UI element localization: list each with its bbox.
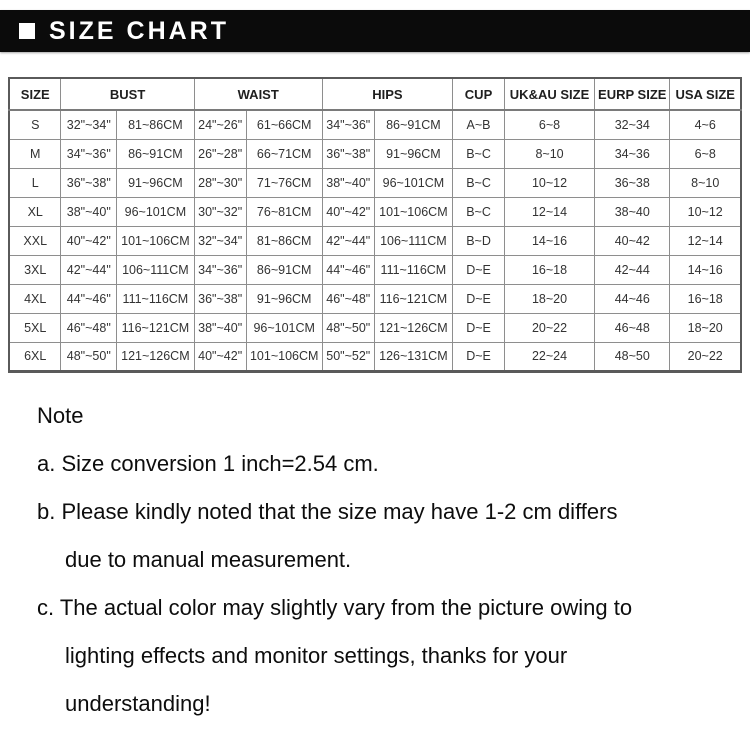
table-cell: 4~6 [670,110,741,139]
table-cell: 50"~52" [322,342,374,371]
banner-title: SIZE CHART [49,16,229,45]
table-cell: 101~106CM [374,197,452,226]
table-cell: D~E [453,313,505,342]
table-cell: 116~121CM [374,284,452,313]
size-chart-banner [0,10,750,52]
table-cell: 3XL [9,255,61,284]
table-cell: 40"~42" [61,226,117,255]
table-cell: 24"~26" [194,110,246,139]
table-cell: 6~8 [505,110,595,139]
table-row [9,226,741,255]
table-cell: 101~106CM [117,226,195,255]
table-cell: 106~111CM [374,226,452,255]
table-cell: 42"~44" [61,255,117,284]
table-cell: 34"~36" [61,139,117,168]
note-line: c. The actual color may slightly vary from the picture owing to [37,595,633,620]
size-chart-table [8,77,742,373]
table-cell: 111~116CM [374,255,452,284]
table-cell: 96~101CM [374,168,452,197]
table-cell: 8~10 [670,168,741,197]
table-cell: 86~91CM [374,110,452,139]
table-cell: 48"~50" [61,342,117,371]
table-cell: 44"~46" [322,255,374,284]
note-item-c [37,584,727,728]
table-cell: 32"~34" [61,110,117,139]
notes-section [37,392,727,728]
table-cell: L [9,168,61,197]
table-cell: 91~96CM [117,168,195,197]
note-line: lighting effects and monitor settings, thanks for your [65,643,568,668]
table-cell: 40~42 [595,226,670,255]
table-cell: 121~126CM [117,342,195,371]
table-row [9,313,741,342]
table-row [9,197,741,226]
table-cell: 12~14 [670,226,741,255]
table-cell: B~D [453,226,505,255]
table-cell: 48"~50" [322,313,374,342]
table-cell: 116~121CM [117,313,195,342]
header-cup: CUP [453,78,505,110]
table-cell: D~E [453,342,505,371]
note-line: due to manual measurement. [65,547,352,572]
table-cell: 126~131CM [374,342,452,371]
table-cell: 10~12 [670,197,741,226]
table-cell: 91~96CM [246,284,322,313]
header-ukau-size: UK&AU SIZE [505,78,595,110]
table-cell: D~E [453,255,505,284]
table-cell: 22~24 [505,342,595,371]
table-cell: 111~116CM [117,284,195,313]
table-cell: 6XL [9,342,61,371]
table-cell: S [9,110,61,139]
table-cell: 18~20 [505,284,595,313]
table-cell: 44~46 [595,284,670,313]
table-cell: 14~16 [670,255,741,284]
table-cell: 18~20 [670,313,741,342]
table-cell: 34"~36" [322,110,374,139]
table-cell: A~B [453,110,505,139]
table-cell: 46~48 [595,313,670,342]
table-cell: B~C [453,139,505,168]
table-cell: 8~10 [505,139,595,168]
note-item-b [37,488,727,584]
table-cell: 10~12 [505,168,595,197]
table-cell: 42"~44" [322,226,374,255]
table-cell: 28"~30" [194,168,246,197]
table-cell: XL [9,197,61,226]
table-cell: 81~86CM [246,226,322,255]
header-usa-size: USA SIZE [670,78,741,110]
header-size: SIZE [9,78,61,110]
table-cell: 48~50 [595,342,670,371]
table-cell: 76~81CM [246,197,322,226]
table-cell: 36~38 [595,168,670,197]
header-bust: BUST [61,78,194,110]
table-cell: 101~106CM [246,342,322,371]
table-cell: 36"~38" [61,168,117,197]
note-line: understanding! [65,691,211,716]
table-cell: 42~44 [595,255,670,284]
table-cell: 6~8 [670,139,741,168]
table-cell: 16~18 [505,255,595,284]
table-cell: 38"~40" [61,197,117,226]
table-cell: 20~22 [670,342,741,371]
table-cell: 44"~46" [61,284,117,313]
table-cell: 66~71CM [246,139,322,168]
table-cell: 32"~34" [194,226,246,255]
table-cell: 96~101CM [246,313,322,342]
table-cell: 106~111CM [117,255,195,284]
note-line: a. Size conversion 1 inch=2.54 cm. [37,451,379,476]
table-cell: D~E [453,284,505,313]
table-cell: 32~34 [595,110,670,139]
table-cell: 81~86CM [117,110,195,139]
note-line: b. Please kindly noted that the size may have 1-2 cm differs [37,499,618,524]
table-cell: 14~16 [505,226,595,255]
table-row [9,342,741,371]
table-cell: 5XL [9,313,61,342]
table-cell: 96~101CM [117,197,195,226]
table-cell: B~C [453,168,505,197]
square-bullet-icon [19,23,35,39]
notes-heading: Note [37,403,84,428]
table-cell: 40"~42" [194,342,246,371]
table-cell: 4XL [9,284,61,313]
size-table-container [8,77,742,373]
table-cell: 46"~48" [322,284,374,313]
header-eurp-size: EURP SIZE [595,78,670,110]
note-item-a [37,440,727,488]
table-row [9,139,741,168]
table-cell: 38"~40" [322,168,374,197]
table-row [9,284,741,313]
table-row [9,168,741,197]
header-waist: WAIST [194,78,322,110]
table-cell: M [9,139,61,168]
table-cell: 121~126CM [374,313,452,342]
table-cell: 71~76CM [246,168,322,197]
table-cell: 38~40 [595,197,670,226]
table-cell: 40"~42" [322,197,374,226]
table-cell: 16~18 [670,284,741,313]
table-row [9,255,741,284]
table-cell: 12~14 [505,197,595,226]
table-cell: 20~22 [505,313,595,342]
table-cell: 38"~40" [194,313,246,342]
table-cell: 26"~28" [194,139,246,168]
table-header-row [9,78,741,110]
table-cell: 61~66CM [246,110,322,139]
table-cell: XXL [9,226,61,255]
size-table-body [9,110,741,371]
table-cell: 86~91CM [246,255,322,284]
table-cell: 34"~36" [194,255,246,284]
table-cell: 46"~48" [61,313,117,342]
table-cell: 30"~32" [194,197,246,226]
table-cell: 86~91CM [117,139,195,168]
header-hips: HIPS [322,78,452,110]
table-row [9,110,741,139]
table-cell: 34~36 [595,139,670,168]
table-cell: B~C [453,197,505,226]
table-cell: 36"~38" [194,284,246,313]
table-cell: 91~96CM [374,139,452,168]
table-cell: 36"~38" [322,139,374,168]
